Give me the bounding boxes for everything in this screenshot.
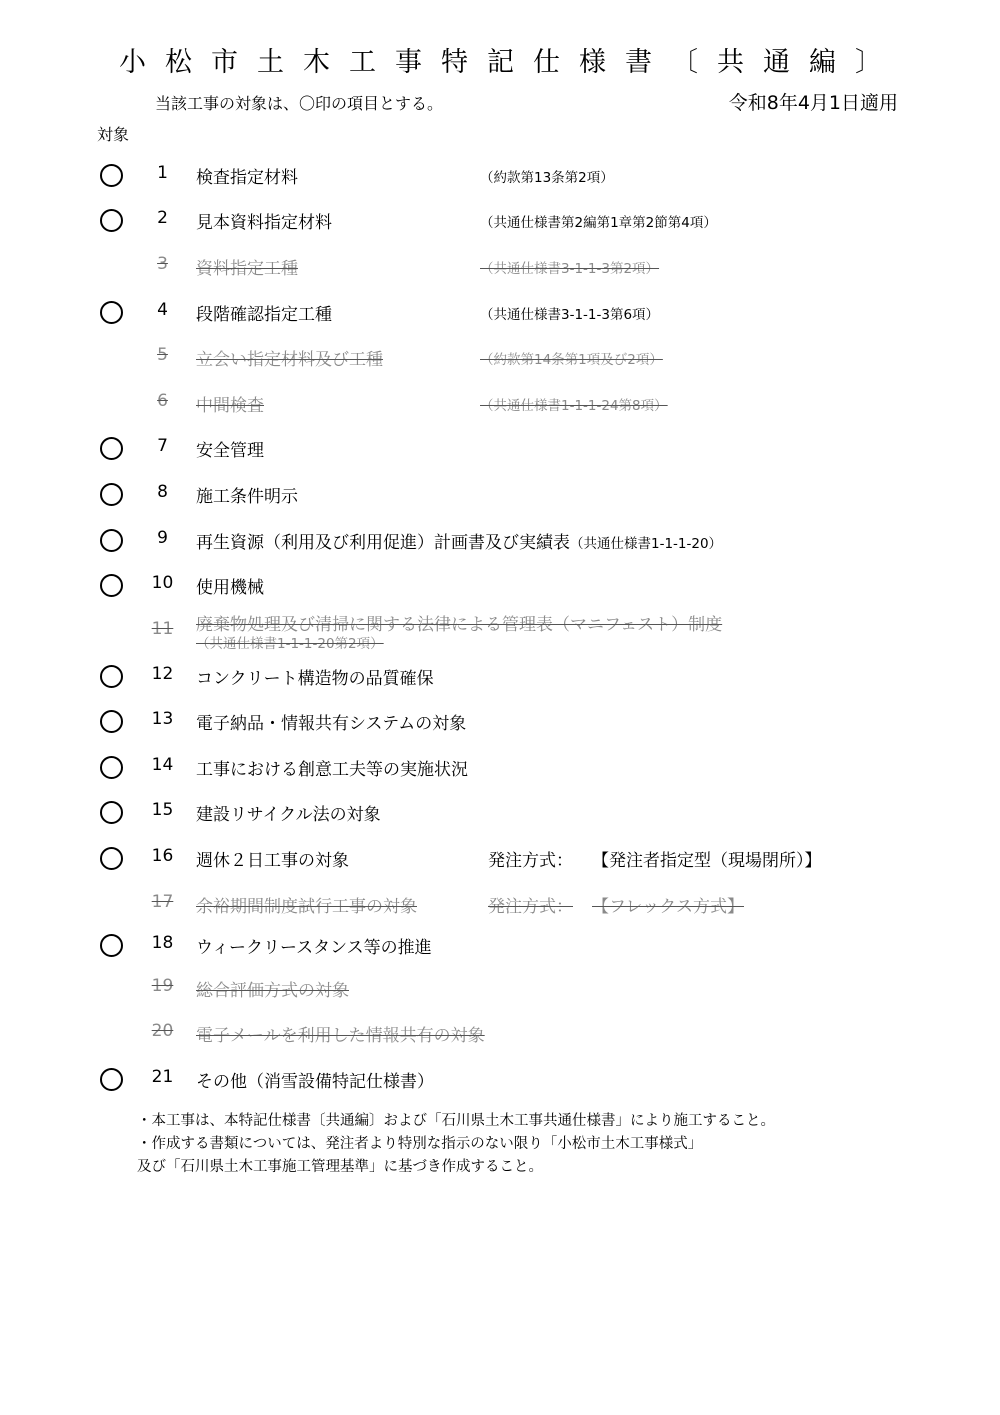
item-name: 総合評価方式の対象: [196, 981, 349, 1001]
item-name: 週休２日工事の対象: [196, 851, 349, 871]
circle-mark-icon: [100, 529, 123, 552]
item-name: 余裕期間制度試行工事の対象: [196, 897, 417, 917]
list-item: [0, 892, 1000, 922]
list-item: [0, 976, 1000, 1006]
item-name: 電子納品・情報共有システムの対象: [196, 714, 467, 734]
list-item: [0, 300, 1000, 330]
item-name: 工事における創意工夫等の実施状況: [196, 760, 468, 780]
circle-mark-icon: [100, 934, 123, 957]
circle-mark-icon: [100, 483, 123, 506]
list-item: [0, 800, 1000, 830]
circle-mark-icon: [100, 847, 123, 870]
item-name: 検査指定材料: [196, 168, 298, 188]
list-item: [0, 345, 1000, 375]
item-reference: （約款第13条第2項）: [480, 170, 614, 186]
item-name: [196, 528, 722, 553]
list-item: [0, 1021, 1000, 1051]
note-line: 及び「石川県土木工事施工管理基準」に基づき作成すること。: [137, 1159, 543, 1175]
list-item: [0, 208, 1000, 238]
circle-mark-icon: [100, 574, 123, 597]
item-name: 電子メールを利用した情報共有の対象: [196, 1026, 485, 1046]
order-method-label: 発注方式：: [488, 851, 573, 871]
note-line: ・作成する書類については、発注者より特別な指示のない限り「小松市土木工事様式」: [137, 1136, 703, 1152]
item-reference: （共通仕様書3-1-1-3第6項）: [480, 307, 660, 323]
item-reference: （約款第14条第1項及び2項）: [480, 352, 663, 368]
document-title: 小松市土木工事特記仕様書〔共通編〕: [119, 47, 901, 78]
item-number: 1: [157, 163, 168, 183]
item-name: 使用機械: [196, 578, 264, 598]
item-name-text: 再生資源（利用及び利用促進）計画書及び実績表: [196, 533, 570, 553]
list-item: [0, 573, 1000, 603]
circle-mark-icon: [100, 164, 123, 187]
list-item: [0, 528, 1000, 558]
order-method-value: 【フレックス方式】: [592, 897, 744, 917]
item-number: 2: [157, 208, 168, 228]
item-name: コンクリート構造物の品質確保: [196, 669, 434, 689]
circle-mark-icon: [100, 756, 123, 779]
order-method-value: 【発注者指定型（現場閉所）】: [592, 851, 822, 871]
item-number: 19: [151, 976, 174, 996]
circle-mark-icon: [100, 801, 123, 824]
item-name: 中間検査: [196, 396, 264, 416]
list-item: [0, 933, 1000, 963]
order-method-label: 発注方式：: [488, 897, 573, 917]
item-number: 15: [151, 800, 174, 820]
target-column-label: 対象: [97, 125, 130, 144]
item-reference: （共通仕様書1-1-1-20第2項）: [196, 636, 384, 652]
item-name: その他（消雪設備特記仕様書）: [196, 1072, 434, 1092]
item-name: 安全管理: [196, 441, 264, 461]
item-number: 18: [151, 933, 174, 953]
item-number: 10: [151, 573, 174, 593]
item-number: 20: [151, 1021, 174, 1041]
list-item: [0, 436, 1000, 466]
list-item: [0, 755, 1000, 785]
item-name: 段階確認指定工種: [196, 305, 332, 325]
list-item: [0, 709, 1000, 739]
item-number: 6: [157, 391, 168, 411]
circle-mark-icon: [100, 301, 123, 324]
circle-mark-icon: [100, 437, 123, 460]
item-name: 施工条件明示: [196, 487, 298, 507]
effective-date: 令和8年4月1日適用: [728, 92, 898, 114]
item-number: 13: [151, 709, 174, 729]
item-number: 8: [157, 482, 168, 502]
item-reference: （共通仕様書第2編第1章第2節第4項）: [480, 215, 717, 231]
circle-mark-icon: [100, 209, 123, 232]
item-name: 見本資料指定材料: [196, 213, 332, 233]
item-name: 建設リサイクル法の対象: [196, 805, 381, 825]
item-number: 16: [151, 846, 174, 866]
note-line: ・本工事は、本特記仕様書〔共通編〕および「石川県土木工事共通仕様書」により施工すること。: [137, 1113, 775, 1129]
item-name: 立会い指定材料及び工種: [196, 350, 383, 370]
item-number: 4: [157, 300, 168, 320]
item-number: 3: [157, 254, 168, 274]
list-item: [0, 664, 1000, 694]
list-item: [0, 163, 1000, 193]
item-number: 21: [151, 1067, 174, 1087]
list-item: [0, 391, 1000, 421]
item-name: 廃棄物処理及び清掃に関する法律による管理表（マニフェスト）制度: [196, 615, 723, 635]
circle-mark-icon: [100, 1068, 123, 1091]
subtitle: 当該工事の対象は、〇印の項目とする。: [155, 94, 444, 113]
circle-mark-icon: [100, 665, 123, 688]
item-number: 12: [151, 664, 174, 684]
item-number: 9: [157, 528, 168, 548]
item-reference: （共通仕様書1-1-1-24第8項）: [480, 398, 668, 414]
list-item: [0, 610, 1000, 650]
item-number: 7: [157, 436, 168, 456]
item-number: 14: [151, 755, 174, 775]
item-number: 11: [151, 619, 174, 639]
circle-mark-icon: [100, 710, 123, 733]
item-reference: （共通仕様書1-1-1-20）: [570, 536, 723, 552]
list-item: [0, 482, 1000, 512]
item-reference: （共通仕様書3-1-1-3第2項）: [480, 261, 660, 277]
item-number: 5: [157, 345, 168, 365]
item-name: 資料指定工種: [196, 259, 298, 279]
list-item: [0, 254, 1000, 284]
list-item: [0, 846, 1000, 876]
item-number: 17: [151, 892, 174, 912]
item-name: ウィークリースタンス等の推進: [196, 938, 432, 958]
list-item: [0, 1067, 1000, 1097]
